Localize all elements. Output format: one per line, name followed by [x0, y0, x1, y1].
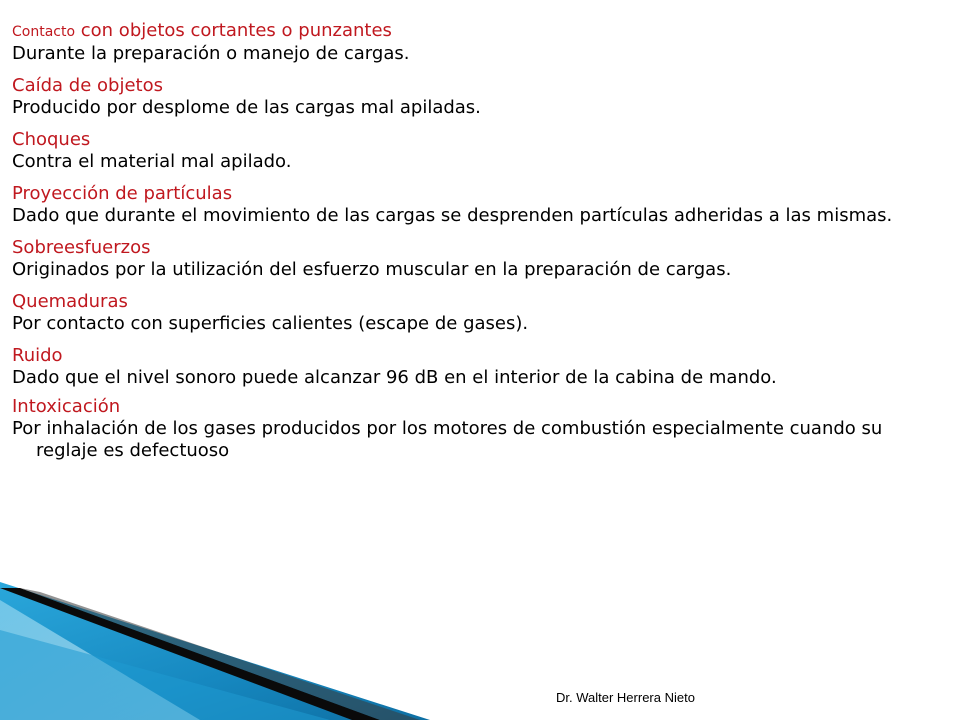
- hazard-description: Producido por desplome de las cargas mal apiladas.: [12, 97, 481, 118]
- hazard-heading: Ruido: [12, 345, 63, 366]
- hazard-description: Por contacto con superficies calientes (escape de gases).: [12, 313, 529, 334]
- hazard-heading: Caída de objetos: [12, 75, 163, 96]
- hazard-item-quemaduras: [12, 291, 942, 335]
- hazard-heading: Intoxicación: [12, 396, 121, 417]
- hazard-item-contacto: [12, 20, 942, 65]
- hazard-description: Contra el material mal apilado.: [12, 151, 292, 172]
- hazard-description: Dado que durante el movimiento de las cargas se desprenden partículas adheridas a las mismas.: [12, 205, 893, 226]
- hazard-heading: Proyección de partículas: [12, 183, 233, 204]
- hazard-description: Originados por la utilización del esfuerzo muscular en la preparación de cargas.: [12, 259, 732, 280]
- hazard-description: Durante la preparación o manejo de cargas.: [12, 43, 410, 64]
- hazard-item-caida: [12, 75, 942, 119]
- hazard-description: Dado que el nivel sonoro puede alcanzar 96 dB en el interior de la cabina de mando.: [12, 367, 777, 388]
- hazard-item-ruido: [12, 345, 942, 389]
- hazard-heading-small: Contacto: [12, 24, 76, 40]
- footer-author: Dr. Walter Herrera Nieto: [556, 690, 695, 705]
- hazard-item-intoxicacion: [12, 396, 942, 462]
- hazard-heading: [12, 20, 942, 43]
- hazard-item-proyeccion: [12, 183, 942, 227]
- hazard-heading: Quemaduras: [12, 291, 128, 312]
- hazard-list: [12, 20, 942, 462]
- hazard-item-choques: [12, 129, 942, 173]
- hazard-heading-rest: con objetos cortantes o punzantes: [75, 20, 392, 41]
- hazard-item-sobreesfuerzos: [12, 237, 942, 281]
- hazard-heading: Sobreesfuerzos: [12, 237, 151, 258]
- hazard-description: Por inhalación de los gases producidos por los motores de combustión especialmente cuando su reglaje es defectuoso: [12, 418, 883, 461]
- hazard-heading: Choques: [12, 129, 91, 150]
